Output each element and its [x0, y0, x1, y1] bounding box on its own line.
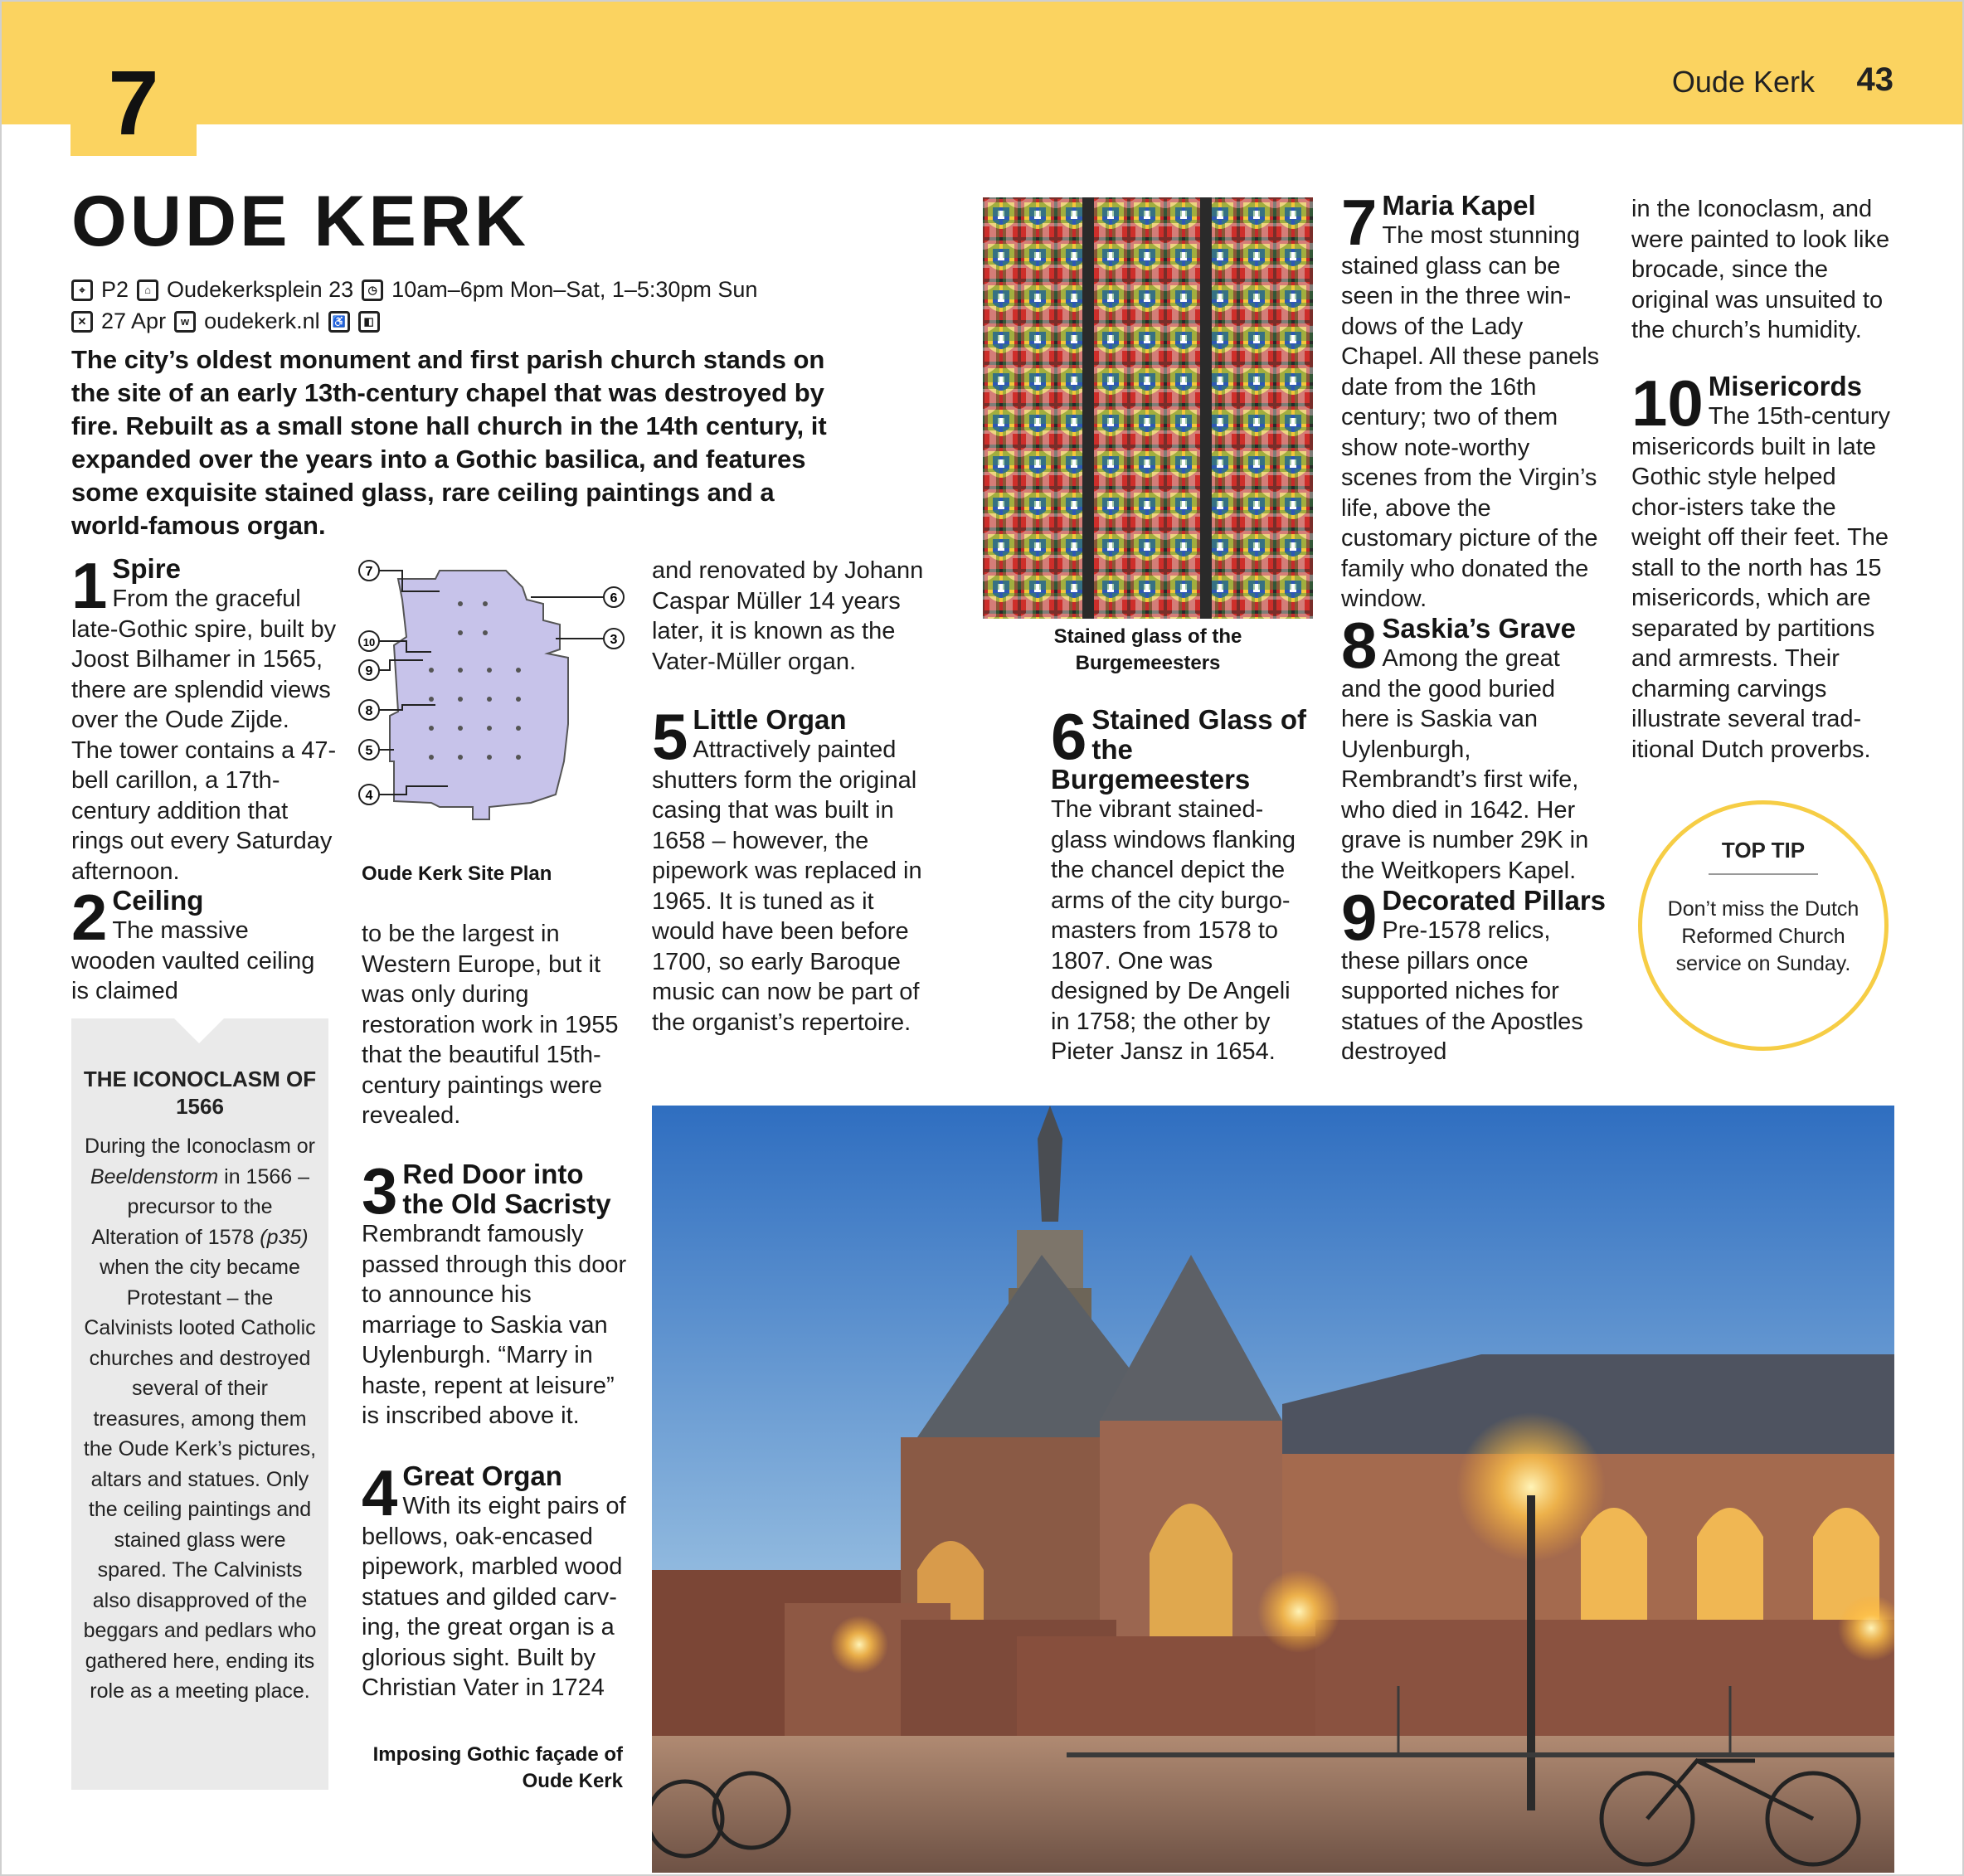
item-number: 2	[71, 881, 108, 954]
sidebar-italic-term: Beeldenstorm	[90, 1164, 219, 1188]
info-line-1	[71, 277, 757, 303]
closed-date: 27 Apr	[101, 309, 167, 333]
page-number: 43	[1856, 61, 1894, 98]
top-tip-text: Don’t miss the Dutch Reformed Church service on Sunday.	[1667, 897, 1859, 975]
item-8	[1341, 609, 1607, 886]
item-heading: Misericords	[1708, 371, 1863, 401]
stained-glass-image	[983, 197, 1313, 619]
glass-caption: Stained glass of the Burgemeesters	[1053, 625, 1242, 674]
oude-kerk-facade-image	[652, 1106, 1894, 1873]
item-number: 4	[362, 1456, 398, 1529]
item-number: 6	[1051, 700, 1087, 773]
item-heading: Decorated Pillars	[1382, 885, 1607, 916]
calendar-closed-icon: ✕	[71, 311, 93, 333]
sidebar-text-part: in 1566 – precursor to the Alteration of 1578	[91, 1164, 310, 1249]
top-tip-divider	[1709, 873, 1818, 875]
item-number: 1	[71, 549, 108, 622]
plan-marker-7: 7	[365, 565, 373, 579]
home-icon: ⌂	[137, 279, 158, 301]
item-text: Rembrandt famously passed through this door to announce his marriage to Saskia van Uylenburgh. “Marry in haste, repent at leisure” is inscribed above it.	[362, 1221, 627, 1429]
page-title: OUDE KERK	[71, 182, 530, 261]
clock-icon: ◷	[362, 279, 383, 301]
item-number: 8	[1341, 609, 1378, 682]
website-icon: w	[174, 311, 196, 333]
map-pin-icon: ⌖	[71, 279, 93, 301]
item-heading: Red Door into the Old Sacristy	[402, 1159, 611, 1219]
site-plan-drawing	[357, 554, 630, 853]
item-text: Pre-1578 relics, these pillars once supported niches for statues of the Apostles destroyed	[1341, 917, 1583, 1065]
item-4	[362, 1456, 631, 1703]
item-10	[1631, 367, 1897, 765]
item-text: Among the great and the good buried here is Saskia van Uylenburgh, Rembrandt’s first wife, who died in 1642. Her grave is number 29K in the Weitkopers Kapel.	[1341, 645, 1589, 884]
running-head: Oude Kerk	[1671, 65, 1815, 99]
facade-photo	[652, 1106, 1894, 1873]
sidebar-text-part: During the Iconoclasm or	[85, 1135, 315, 1158]
item-text: Attractively painted shutters form the original casing that was built in 1658 – however, the pipework was replaced in 1965. It is tuned as it would have been before 1700, so early Baroque music can now be part of the organist’s repertoire.	[652, 736, 922, 1036]
item-6	[1051, 700, 1308, 1067]
item-3	[362, 1154, 631, 1431]
sidebar-page-ref[interactable]: (p35)	[260, 1225, 309, 1249]
info-line-2	[71, 309, 380, 334]
item-heading: Saskia’s Grave	[1382, 613, 1577, 644]
item-heading: Little Organ	[693, 704, 847, 735]
item-2-continued: to be the largest in Western Europe, but it was only during restoration work in 1955 that the beautiful 15th-century paintings were revealed.	[362, 921, 619, 1129]
facade-caption: Imposing Gothic façade of Oude Kerk	[372, 1743, 623, 1792]
item-5	[652, 700, 926, 1038]
item-heading: Maria Kapel	[1382, 190, 1536, 221]
item-9-continued: in the Iconoclasm, and were painted to look like brocade, since the original was unsuited to the church’s humidity.	[1631, 196, 1890, 343]
sidebar-title: THE ICONOCLASM OF 1566	[83, 1067, 317, 1119]
plan-marker-10: 10	[362, 636, 376, 649]
item-heading: Great Organ	[402, 1460, 562, 1491]
item-7	[1341, 186, 1607, 615]
header-bar	[0, 0, 1964, 124]
chapter-number: 7	[108, 52, 159, 154]
item-text: From the graceful late-Gothic spire, built by Joost Bilhamer in 1565, there are splendid views over the Oude Zijde. The tower contains a 47-bell carillon, a 17th-century addition that rings out every Saturday afternoon.	[71, 586, 337, 885]
opening-hours: 10am–6pm Mon–Sat, 1–5:30pm Sun	[391, 277, 758, 302]
stained-glass-photo	[983, 197, 1313, 619]
item-number: 7	[1341, 186, 1378, 259]
sidebar-text	[83, 1131, 317, 1707]
website[interactable]: oudekerk.nl	[204, 309, 320, 333]
plan-marker-4: 4	[365, 789, 373, 803]
item-number: 3	[362, 1154, 398, 1227]
item-text: The massive wooden vaulted ceiling is claimed	[71, 917, 315, 1004]
plan-marker-5: 5	[365, 744, 373, 758]
item-1	[71, 549, 337, 887]
site-plan	[357, 554, 630, 853]
map-ref: P2	[101, 277, 129, 302]
top-tip-title: TOP TIP	[1721, 838, 1806, 863]
audio-guide-icon: ◧	[358, 311, 380, 333]
intro-paragraph: The city’s oldest monument and first parish church stands on the site of an early 13th-century chapel that was destroyed by fire. Rebuilt as a small stone hall church in the 14th century, it expanded over the years into a Gothic basilica, and features some exquisite stained glass, rare ceiling paintings and a world-famous organ.	[71, 345, 827, 540]
item-2	[71, 881, 337, 1007]
item-text: The 15th-century misericords built in late Gothic style helped chor-isters take the weight off their feet. The stall to the north has 15 misericords, which are separated by partitions and armrests. Their charming carvings illustrate several trad-itional Dutch proverbs.	[1631, 403, 1890, 763]
accessibility-icon: ♿	[328, 311, 350, 333]
plan-marker-3: 3	[610, 633, 618, 647]
address: Oudekerksplein 23	[167, 277, 354, 302]
item-9	[1341, 881, 1607, 1067]
sidebar-text-part: when the city became Protestant – the Calvinists looted Catholic churches and destroyed several of their treasures, among them the Oude Kerk’s pictures, altars and statues. Only the ceiling paintings and stained glass were spared. The Calvinists also disapproved of the beggars and pedlars who gathered here, ending its role as a meeting place.	[83, 1256, 317, 1703]
item-text: The most stunning stained glass can be seen in the three win-dows of the Lady Chapel. All these panels date from the 16th century; two of them show note-worthy scenes from the Virgin’s life, above the customary picture of the family who donated the window.	[1341, 222, 1600, 612]
plan-marker-6: 6	[610, 591, 618, 605]
item-heading: Stained Glass of the Burgemeesters	[1051, 704, 1306, 795]
item-heading: Spire	[112, 553, 181, 584]
plan-caption: Oude Kerk Site Plan	[362, 863, 552, 885]
item-text: The vibrant stained-glass windows flanking the chancel depict the arms of the city burgo-masters from 1578 to 1807. One was designed by De Angeli in 1758; the other by Pieter Jansz in 1654.	[1051, 796, 1296, 1065]
item-number: 9	[1341, 881, 1378, 954]
item-4-continued: and renovated by Johann Caspar Müller 14 years later, it is known as the Vater-Müller organ.	[652, 557, 924, 675]
item-text: With its eight pairs of bellows, oak-encased pipework, marbled wood statues and gilded carv-ing, the great organ is a glorious sight. Built by Christian Vater in 1724	[362, 1493, 626, 1701]
item-number: 5	[652, 700, 688, 773]
item-heading: Ceiling	[112, 885, 204, 916]
item-number: 10	[1631, 367, 1704, 440]
plan-marker-9: 9	[365, 664, 373, 678]
plan-marker-8: 8	[365, 704, 373, 718]
